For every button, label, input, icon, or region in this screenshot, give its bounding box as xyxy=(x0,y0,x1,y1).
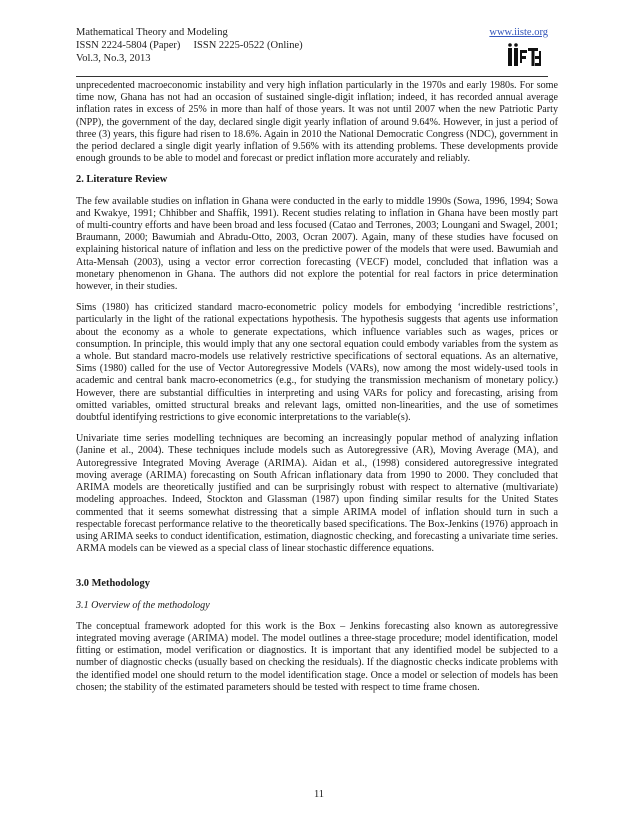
journal-info xyxy=(76,26,303,65)
subsection-heading-overview: 3.1 Overview of the methodology xyxy=(76,599,210,611)
page-header xyxy=(76,26,548,74)
journal-issn: ISSN 2224-5804 (Paper) ISSN 2225-0522 (Online) xyxy=(76,40,303,51)
literature-paragraph-2: Sims (1980) has criticized standard macro-econometric policy models for embodying ‘incredible restrictions’, particularly in the light of the rational expectations hypothesis. The hypothesis suggests that agents use information about the economy as a whole to generate expectations, which influence variables such as wages, prices or consumption. In principle, this would imply that any one sectoral equation could embody variables from the system as a whole. But standard macro-models use relatively restrictive specifications of sectoral equations. As an alternative, Sims (1980) called for the use of Vector Autoregressive Models (VARs), now among the most widely-used tools in academic and central bank macro-econometrics (e.g., for studying the transmission mechanism of monetary policy.) However, there are substantial difficulties in interpreting and using VARs for policy and forecasting, arising from omitted variables, omitted structural breaks and relevant lags, omitted non-linearities, and the use of sometimes doubtful identifying restrictions to give economic interpretations to the variable(s). xyxy=(76,302,558,424)
article-body xyxy=(76,80,558,703)
methodology-paragraph-1: The conceptual framework adopted for this work is the Box – Jenkins forecasting also known as autoregressive integrated moving average (ARIMA) model. The model outlines a three-stage procedure; model identification, model fitting or estimation, model verification or diagnostics. It is important that any identified model be subjected to a number of diagnostic checks (usually based on checking the residuals). If the diagnostic checks indicate problems with the identified model one should return to the model identification stage. Once a model or selection of models has been chosen; the stability of the estimated parameters should be tested with respect to time frame chosen. xyxy=(76,620,558,693)
journal-volume: Vol.3, No.3, 2013 xyxy=(76,53,151,64)
section-heading-literature-review: 2. Literature Review xyxy=(76,174,168,186)
literature-paragraph-3: Univariate time series modelling techniques are becoming an increasingly popular method of analyzing inflation (Janine et al., 2004). These techniques include models such as Autoregressive (AR), Moving Average (MA), and Autoregressive Integrated Moving Average (ARIMA). Aidan et al., (1998) considered autoregressive integrated moving average (ARIMA) forecasting on South African inflationary data from 1990 to 2000. They concluded that ARIMA models are theoretically justified and can be surprisingly robust with respect to alternative (multivariate) modeling approaches. Indeed, Stockton and Glassman (1987) upon finding similar results for the United States commented that it seems somewhat distressing that a simple ARIMA model of inflation should turn in such a respectable forecast performance relative to the theoretically based specifications. The Box-Jenkins (1976) approach in using ARIMA seeks to conduct identification, estimation, diagnostic checking, and forecasting a univariate time series. ARMA models can be viewed as a special class of linear stochastic difference equations. xyxy=(76,433,558,555)
header-divider xyxy=(76,76,548,77)
journal-title: Mathematical Theory and Modeling xyxy=(76,27,228,38)
literature-paragraph-1: The few available studies on inflation in Ghana were conducted in the early to middle 1990s (Sowa, 1996, 1994; Sowa and Kwakye, 1991; Chhibber and Shaffik, 1991). Recent studies relating to inflation in Ghana have been mostly part of multi-country efforts and have been broad and less focused (Catao and Terrones, 2003; Loungani and Swagel, 2001; Braumann, 2000; Bawumiah and Abradu-Otto, 2003, Ocran 2007). Again, many of these studies have focused on explaining historical nature of inflation and less on the predictive power of the models that were used. Bawumiah and Atta-Mensah (2003), using a vector error correction forecasting (VECF) model, concluded that inflation was a monetary phenomenon in Ghana. The authors did not explore the potential for real factors in price determination however, in their studies. xyxy=(76,195,558,293)
journal-url-link[interactable]: www.iiste.org xyxy=(489,27,548,38)
iiste-logo xyxy=(506,42,542,72)
section-gap xyxy=(76,564,558,578)
section-heading-methodology: 3.0 Methodology xyxy=(76,578,150,590)
page-number: 11 xyxy=(313,789,325,800)
intro-paragraph: unprecedented macroeconomic instability and very high inflation particularly in the 1970s and early 1980s. For some time now, Ghana has not had an occasion of sustained single-digit inflation; indeed, it has recorded annual average inflation rates in excess of 25% in more than half of those years. It was not until 2007 when the new Patriotic Party (NPP), the government of the day, declared single digit yearly inflation of around 9.64%. However, in just a period of three (3) years, this figure had risen to 18.6%. Again in 2010 the National Democratic Congress (NDC), government in the period declared a single digit yearly inflation of 9.56% with its attending problems. These developments provide enough grounds to be able to model and forecast or predict inflation more accurately and reliably. xyxy=(76,80,558,165)
